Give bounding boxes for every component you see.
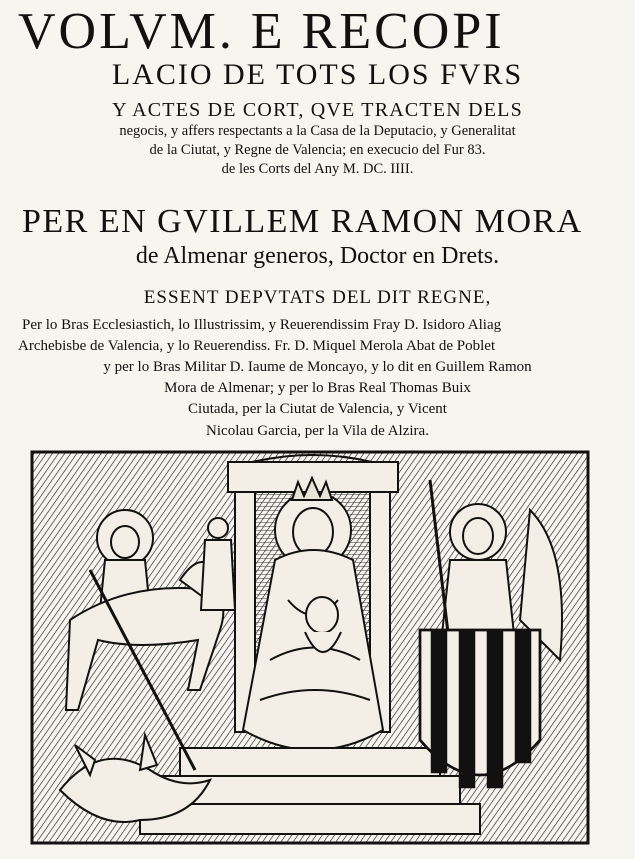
deputies-line: Archebisbe de Valencia, y lo Reuerendiss. Fr. D. Miquel Merola Abat de Poblet	[18, 338, 496, 354]
description-line-3: de les Corts del Any M. DC. IIII.	[221, 161, 414, 177]
main-title-line-2: LACIO DE TOTS LOS FVRS	[111, 58, 524, 91]
deputies-line: Mora de Almenar; y per lo Bras Real Thomas Buix	[164, 380, 471, 396]
description-line-1: negocis, y affers respectants a la Casa de la Deputacio, y Generalitat	[119, 123, 516, 139]
author-title: de Almenar generos, Doctor en Drets.	[135, 243, 500, 269]
deputies-line: Nicolau Garcia, per la Vila de Alzira.	[206, 423, 429, 439]
deputies-line: Per lo Bras Ecclesiastich, lo Illustrissim, y Reuerendissim Fray D. Isidoro Aliag	[22, 317, 502, 333]
woodcut-illustration	[30, 450, 590, 845]
deputies-line: y per lo Bras Militar D. Iaume de Moncayo, y lo dit en Guillem Ramon	[103, 359, 532, 375]
main-title-line-3: Y ACTES DE CORT, QVE TRACTEN DELS	[112, 99, 523, 121]
main-title-line-1: VOLVM. E RECOPI	[18, 3, 505, 60]
author-name: PER EN GVILLEM RAMON MORA	[22, 203, 583, 240]
description-line-2: de la Ciutat, y Regne de Valencia; en execucio del Fur 83.	[149, 142, 486, 158]
deputies-heading: ESSENT DEPVTATS DEL DIT REGNE,	[143, 287, 492, 308]
deputies-line: Ciutada, per la Ciutat de Valencia, y Vicent	[188, 401, 447, 417]
